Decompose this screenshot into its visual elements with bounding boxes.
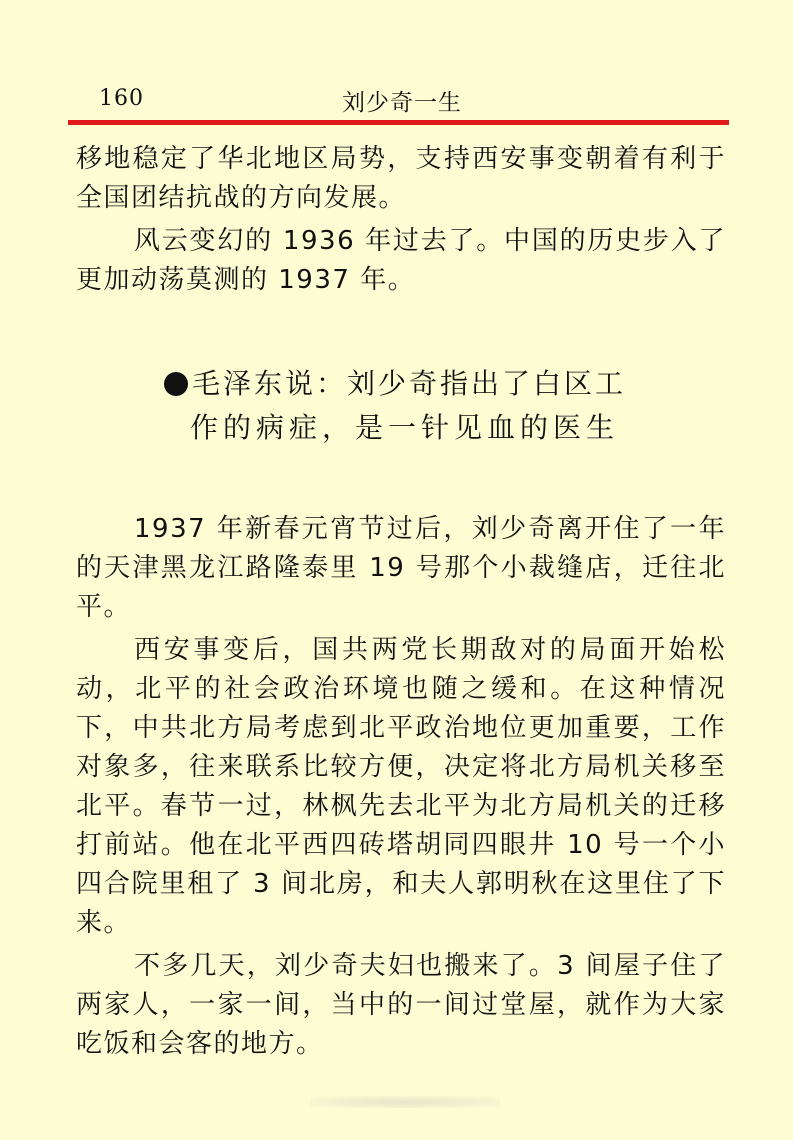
paragraph-continued: 移地稳定了华北地区局势，支持西安事变朝着有利于全国团结抗战的方向发展。	[76, 144, 726, 213]
page-header	[0, 0, 793, 130]
scan-smudge	[310, 1096, 500, 1108]
running-title: 刘少奇一生	[342, 90, 462, 116]
paragraph: 不多几天，刘少奇夫妇也搬来了。3 间屋子住了两家人，一家一间，当中的一间过堂屋，就作为大家吃饭和会客的地方。	[76, 951, 726, 1059]
paragraph: 1937 年新春元宵节过后，刘少奇离开住了一年的天津黑龙江路隆泰里 19 号那个小裁缝店，迁往北平。	[76, 514, 726, 622]
bullet-icon	[164, 372, 188, 396]
page-number: 160	[99, 86, 144, 111]
page-body	[76, 140, 726, 1068]
paragraph: 风云变幻的 1936 年过去了。中国的历史步入了更加动荡莫测的 1937 年。	[76, 226, 726, 295]
section-heading-line1: 毛泽东说：刘少奇指出了白区工	[192, 367, 627, 400]
paragraph: 西安事变后，国共两党长期敌对的局面开始松动，北平的社会政治环境也随之缓和。在这种情况下，中共北方局考虑到北平政治地位更加重要，工作对象多，往来联系比较方便，决定将北方局机关移至北平。春节一过，林枫先去北平为北方局机关的迁移打前站。他在北平西四砖塔胡同四眼井 10 号一个小四合院里租了 3 间北房，和夫人郭明秋在这里住了下来。	[76, 635, 726, 938]
section-heading	[76, 362, 726, 450]
header-rule	[68, 120, 729, 125]
section-heading-line2: 作的病症，是一针见血的医生	[190, 411, 620, 444]
